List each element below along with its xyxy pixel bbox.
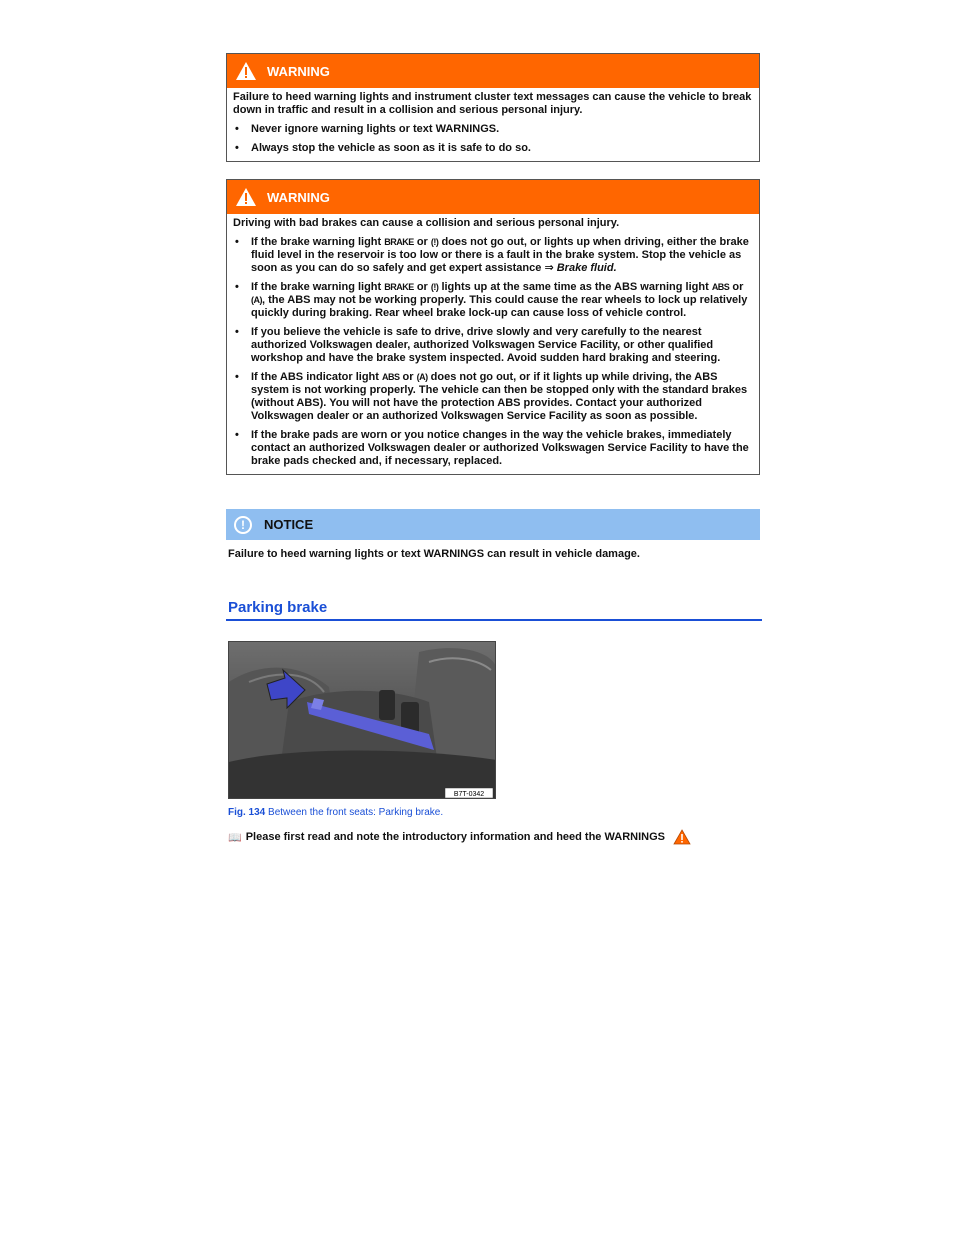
notice-text: Failure to heed warning lights or text WARNINGS can result in vehicle damage. — [228, 548, 640, 560]
brake-warning-light-icon: BRAKE — [384, 282, 414, 292]
abs-circle-icon: (A) — [251, 295, 262, 305]
warning-title: WARNING — [267, 63, 330, 79]
list-item — [233, 123, 753, 136]
list-item — [233, 236, 753, 275]
list-item-text: If the brake pads are worn or you notice changes in the way the vehicle brakes, immediately contact an authorized Volkswagen dealer or authorized Volkswagen Service Facility to have the brake pads checked and, if necessary, replaced. — [251, 429, 749, 467]
read-note-text: Please first read and note the introductory information and heed the WARNINGS — [245, 831, 665, 843]
parking-brake-figure — [228, 641, 496, 799]
abs-circle-icon: (A) — [416, 372, 428, 382]
list-item-text: If you believe the vehicle is safe to drive, drive slowly and very carefully to the nearest authorized Volkswagen dealer, authorized Volkswagen Service Facility, or other qualified workshop and have the brake system inspected. Avoid sudden hard braking and steering. — [251, 326, 721, 364]
bullet-icon: • — [235, 429, 239, 441]
brake-circle-icon: (!) — [430, 237, 439, 247]
list-item — [233, 326, 753, 365]
abs-warning-light-icon: ABS — [711, 282, 730, 292]
list-item-text: If the brake warning light BRAKE or (!) lights up at the same time as the ABS warning light ABS or (A), the ABS may not be working properly. This could cause the rear wheels to lock up relatively quickly during braking. Rear wheel brake lock-up can cause loss of vehicle control. — [251, 281, 748, 319]
brake-fluid-link[interactable]: Brake fluid. — [556, 262, 617, 274]
warning-body — [227, 214, 759, 474]
bullet-icon: • — [235, 281, 239, 293]
list-item — [233, 142, 753, 155]
notice-title: NOTICE — [264, 517, 314, 532]
bullet-icon: • — [235, 326, 239, 338]
figure-number: Fig. 134 — [228, 807, 266, 818]
parking-brake-illustration — [229, 642, 496, 799]
abs-indicator-icon: ABS — [381, 372, 400, 382]
brake-circle-icon: (!) — [430, 282, 439, 292]
list-item — [233, 371, 753, 423]
read-note — [228, 829, 691, 845]
warning-intro: Driving with bad brakes can cause a collision and serious personal injury. — [233, 217, 620, 229]
warning-body — [227, 88, 759, 161]
figure-code: B7T-0342 — [453, 791, 485, 798]
notice-header — [226, 509, 760, 540]
warning-triangle-icon — [235, 61, 257, 81]
bullet-icon: • — [235, 142, 239, 154]
warning-triangle-icon[interactable] — [673, 829, 691, 845]
list-item-text: If the ABS indicator light ABS or (A) does not go out, or if it lights up while driving, the ABS system is not working properly. The vehicle can then be stopped only with the standard brakes (without ABS). You will not have the protection ABS provides. Contact your authorized Volkswagen dealer or an authorized Volkswagen Service Facility as soon as possible. — [251, 371, 748, 422]
warning-header — [227, 54, 759, 88]
figure-caption — [228, 807, 443, 818]
list-item-text: If the brake warning light BRAKE or (!) does not go out, or lights up when driving, either the brake fluid level in the reservoir is too low or there is a fault in the brake system. Stop the vehicle as soon as you can do so safely and get expert assistance ⇒ Brake fluid. — [251, 236, 749, 274]
bullet-icon: • — [235, 236, 239, 248]
warning-box-2 — [226, 179, 760, 475]
warning-triangle-icon — [235, 187, 257, 207]
section-divider — [226, 619, 762, 621]
exclamation-circle-icon: ! — [234, 516, 252, 534]
warning-intro: Failure to heed warning lights and instrument cluster text messages can cause the vehicle to break down in traffic and result in a collision and serious personal injury. — [233, 91, 752, 116]
warning-title: WARNING — [267, 189, 330, 205]
list-item-text: Always stop the vehicle as soon as it is safe to do so. — [251, 142, 531, 154]
bullet-icon: • — [235, 123, 239, 135]
section-title: Parking brake — [228, 599, 328, 616]
warning-box-1 — [226, 53, 760, 162]
list-item-text: Never ignore warning lights or text WARNINGS. — [251, 123, 500, 135]
list-item — [233, 429, 753, 468]
brake-warning-light-icon: BRAKE — [384, 237, 414, 247]
open-book-icon: 📖 — [228, 831, 242, 844]
list-item — [233, 281, 753, 320]
warning-header — [227, 180, 759, 214]
arrow-icon: ⇒ — [544, 262, 554, 274]
figure-caption-text: Between the front seats: Parking brake. — [265, 807, 444, 818]
bullet-icon: • — [235, 371, 239, 383]
